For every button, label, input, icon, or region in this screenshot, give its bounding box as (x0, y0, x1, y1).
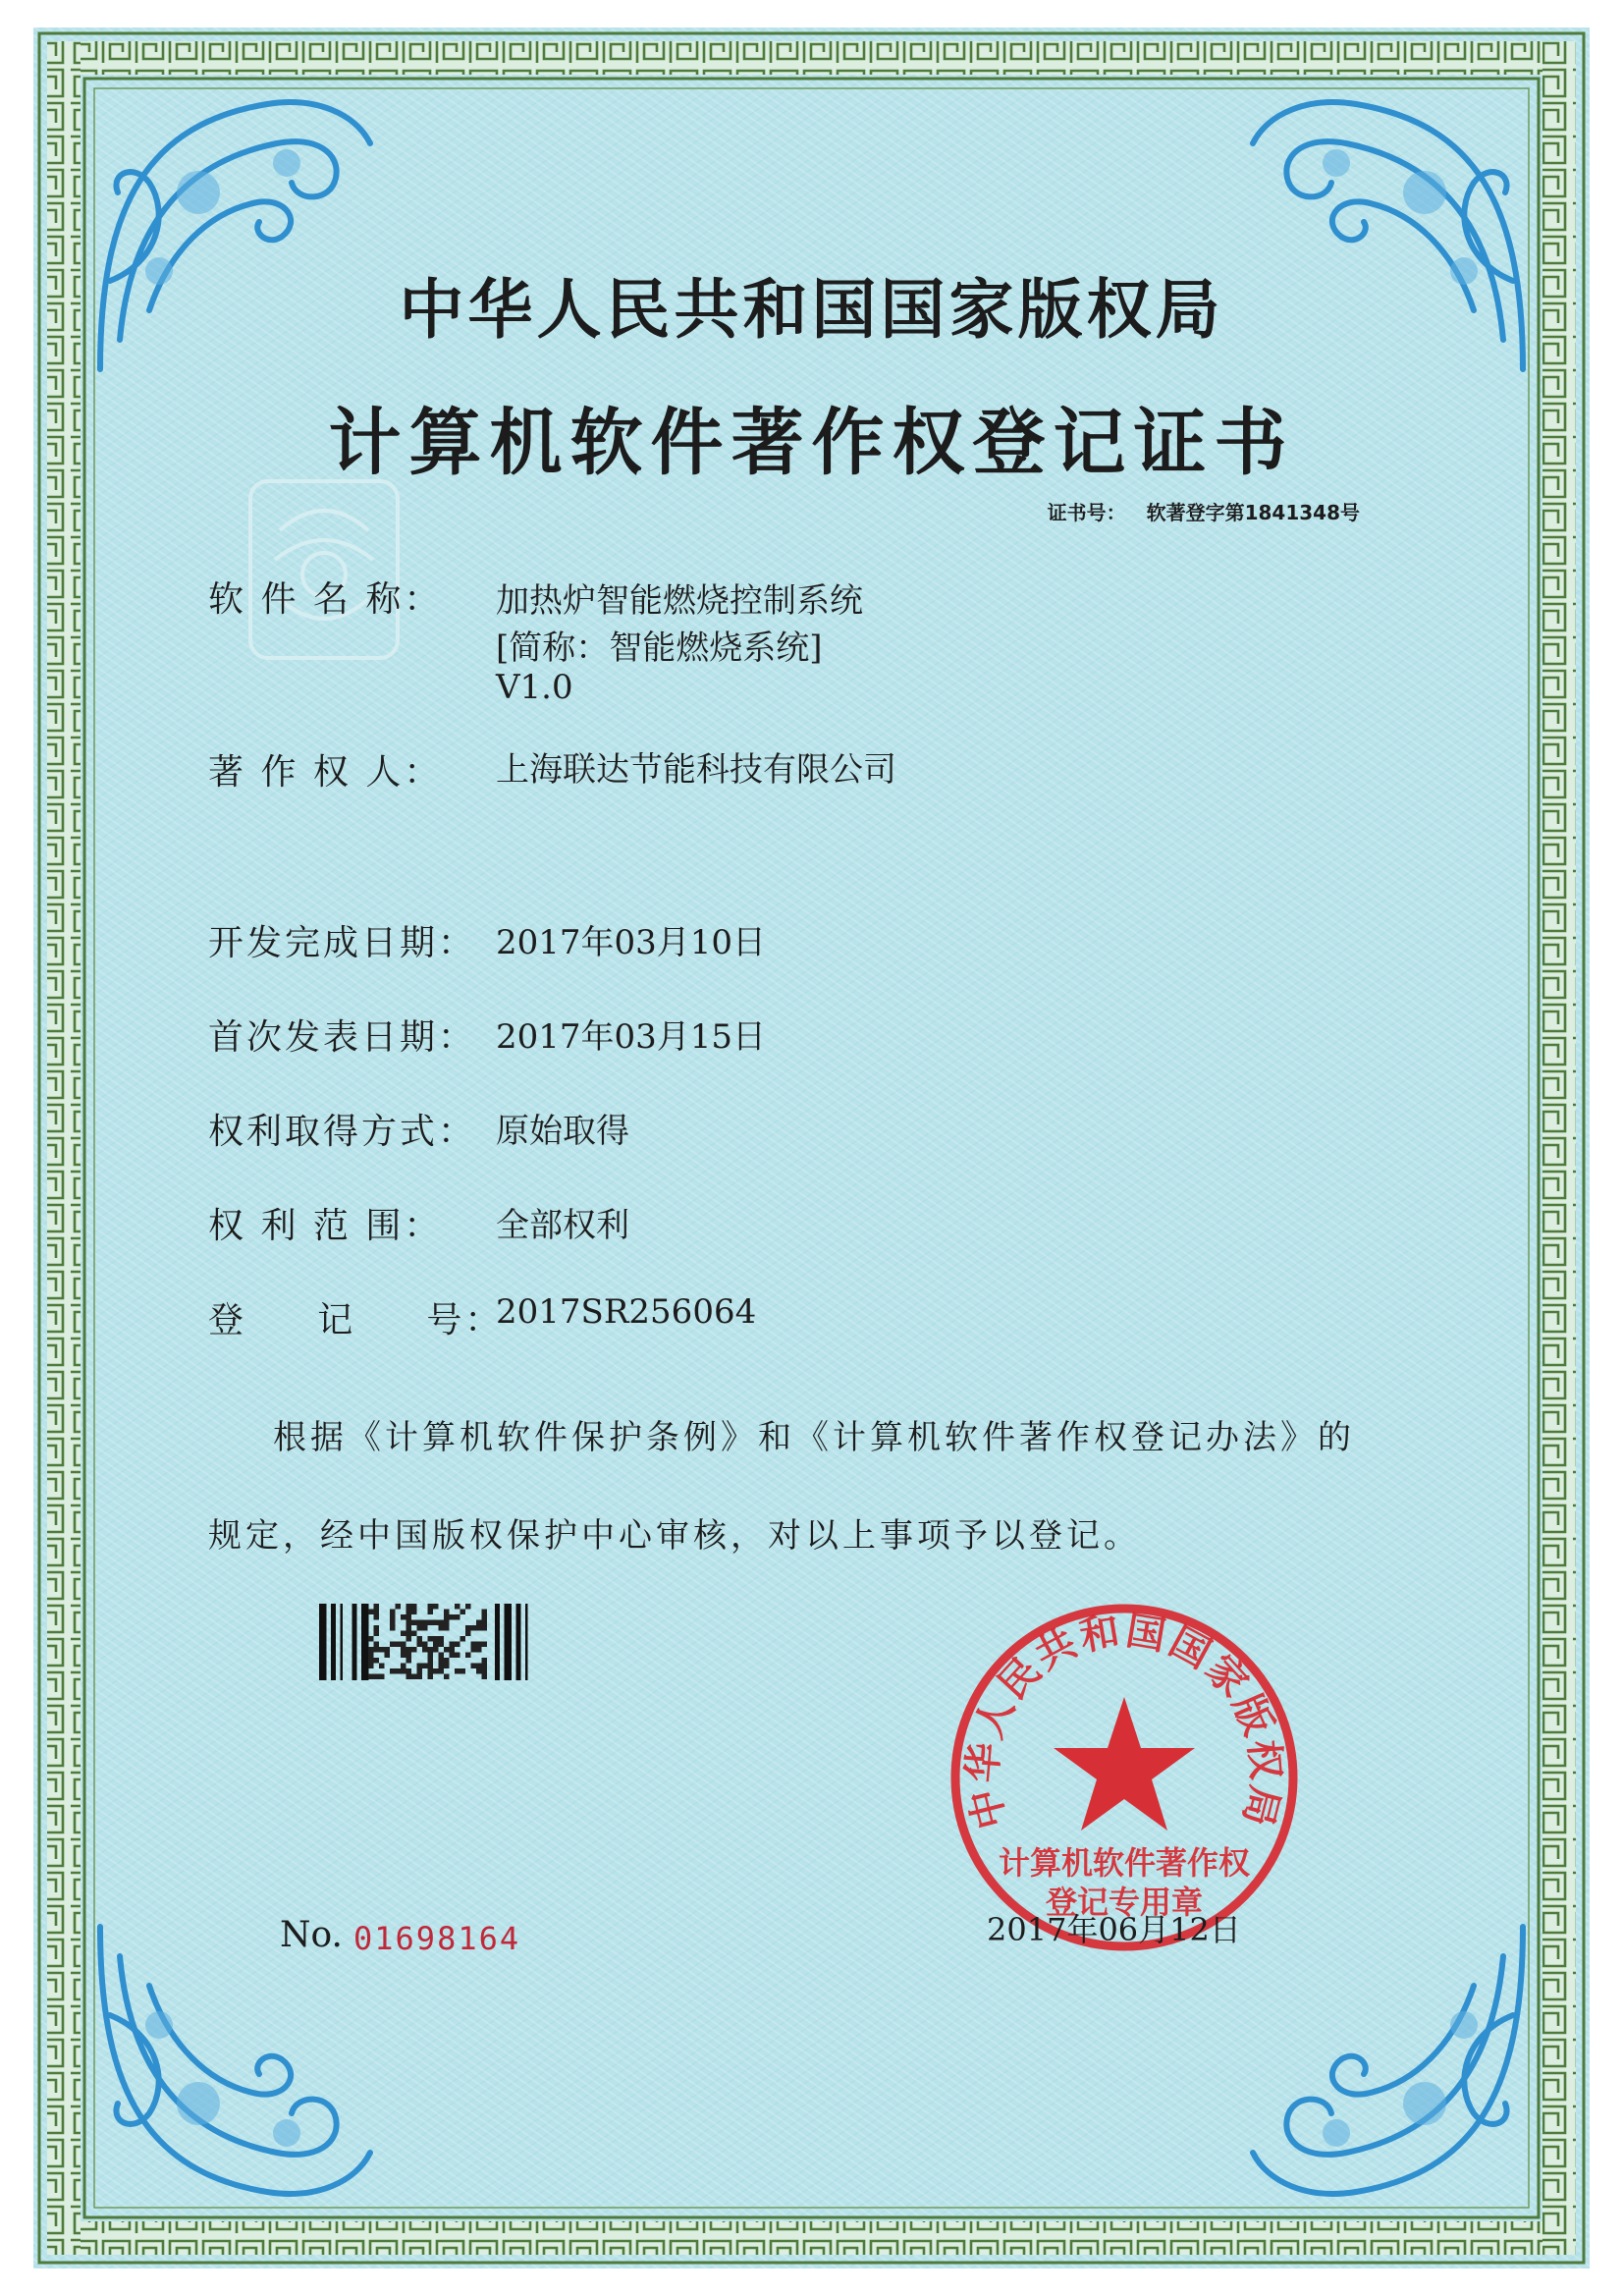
barcode-cell (374, 1614, 380, 1620)
barcode-cell (396, 1604, 402, 1610)
barcode-cell (417, 1674, 423, 1680)
barcode-cell (411, 1674, 417, 1680)
barcode-cell (439, 1620, 445, 1626)
barcode-cell (465, 1625, 471, 1631)
barcode-cell (401, 1664, 406, 1669)
barcode-cell (455, 1604, 460, 1610)
barcode-cell (417, 1620, 423, 1626)
barcode-cell (401, 1653, 406, 1659)
barcode-cell (444, 1647, 450, 1653)
barcode-cell (422, 1620, 428, 1626)
barcode-cell (428, 1674, 434, 1680)
barcode-cell (406, 1658, 412, 1664)
barcode-cell (374, 1674, 380, 1680)
barcode-cell (476, 1664, 482, 1669)
barcode-cell (368, 1664, 374, 1669)
barcode-cell (406, 1604, 412, 1610)
software-name-value: 加热炉智能燃烧控制系统 (496, 581, 863, 621)
barcode-cell (374, 1647, 380, 1653)
barcode-cell (374, 1642, 380, 1648)
barcode-cell (390, 1642, 396, 1648)
barcode-cell (428, 1658, 434, 1664)
barcode-cell (465, 1604, 471, 1610)
barcode-cell (368, 1674, 374, 1680)
barcode-bar (341, 1604, 344, 1680)
barcode-cell (390, 1620, 396, 1626)
barcode-bar (495, 1604, 500, 1680)
barcode-cell (422, 1647, 428, 1653)
barcode-cell (385, 1647, 391, 1653)
barcode-cell (368, 1610, 374, 1615)
statement-line-1: 根据《计算机软件保护条例》和《计算机软件著作权登记办法》的 (273, 1418, 1355, 1457)
barcode-cell (439, 1664, 445, 1669)
barcode-bar (525, 1604, 528, 1680)
barcode-bar (331, 1604, 336, 1680)
barcode-cell (374, 1604, 380, 1610)
barcode-cell (401, 1631, 406, 1637)
reg-number-value: 2017SR256064 (496, 1292, 757, 1332)
issue-date: 2017年06月12日 (987, 1911, 1241, 1948)
barcode-cell (411, 1631, 417, 1637)
barcode-cell (417, 1664, 423, 1669)
barcode-cell (476, 1647, 482, 1653)
barcode-cell (390, 1625, 396, 1631)
serial-number: 01698164 (353, 1920, 521, 1957)
barcode-cell (439, 1668, 445, 1674)
barcode-cell (406, 1674, 412, 1680)
barcode-cell (368, 1653, 374, 1659)
barcode-cell (433, 1647, 439, 1653)
barcode-cell (406, 1668, 412, 1674)
barcode-cell (422, 1625, 428, 1631)
barcode-cell (401, 1642, 406, 1648)
software-version: V1.0 (496, 668, 573, 707)
barcode-cell (482, 1668, 488, 1674)
barcode-cell (368, 1647, 374, 1653)
barcode-cell (406, 1620, 412, 1626)
acquire-method-label: 权利取得方式： (208, 1112, 477, 1152)
barcode-cell (406, 1636, 412, 1642)
rights-scope-value: 全部权利 (496, 1206, 629, 1245)
barcode-cell (482, 1610, 488, 1615)
barcode-cell (379, 1664, 385, 1669)
barcode-cell (444, 1674, 450, 1680)
barcode-cell (444, 1658, 450, 1664)
barcode-cell (417, 1625, 423, 1631)
barcode-cell (374, 1625, 380, 1631)
barcode-cell (444, 1625, 450, 1631)
barcode-cell (455, 1642, 460, 1648)
barcode-cell (482, 1625, 488, 1631)
barcode-cell (406, 1625, 412, 1631)
barcode-cell (411, 1620, 417, 1626)
barcode-cell (460, 1636, 466, 1642)
barcode-bar (516, 1604, 521, 1680)
barcode-cell (428, 1647, 434, 1653)
barcode-cell (428, 1636, 434, 1642)
barcode-cell (471, 1647, 477, 1653)
barcode-cell (433, 1642, 439, 1648)
barcode-cell (465, 1653, 471, 1659)
barcode-cell (406, 1647, 412, 1653)
barcode-cell (396, 1668, 402, 1674)
cert-number-value: 软著登字第1841348号 (1146, 501, 1360, 524)
barcode-cell (444, 1614, 450, 1620)
barcode-cell (482, 1674, 488, 1680)
barcode-cell (455, 1614, 460, 1620)
barcode-cell (401, 1647, 406, 1653)
barcode-cell (396, 1642, 402, 1648)
barcode-cell (460, 1610, 466, 1615)
barcode-cell (411, 1604, 417, 1610)
barcode-cell (401, 1614, 406, 1620)
barcode-cell (422, 1642, 428, 1648)
seal-star-icon (1054, 1697, 1195, 1831)
barcode-cell (428, 1668, 434, 1674)
barcode-cell (450, 1647, 456, 1653)
barcode-cell (471, 1664, 477, 1669)
barcode-cell (439, 1636, 445, 1642)
barcode-cell (460, 1668, 466, 1674)
owner-label: 著 作 权 人： (208, 752, 443, 793)
software-name-label: 软 件 名 称： (208, 579, 443, 620)
barcode-cell (428, 1610, 434, 1615)
barcode-cell (390, 1610, 396, 1615)
barcode-cell (450, 1614, 456, 1620)
seal-inner-line-2: 登记专用章 (1045, 1884, 1204, 1921)
publish-date-value: 2017年03月15日 (496, 1017, 767, 1057)
barcode-cell (439, 1658, 445, 1664)
publish-date-label: 首次发表日期： (208, 1017, 477, 1058)
barcode-cell (428, 1604, 434, 1610)
barcode-cell (439, 1642, 445, 1648)
barcode-cell (374, 1658, 380, 1664)
statement-line-2: 规定，经中国版权保护中心审核，对以上事项予以登记。 (208, 1516, 1141, 1556)
completion-date-value: 2017年03月10日 (496, 923, 767, 962)
barcode-cell (379, 1647, 385, 1653)
barcode-cell (390, 1668, 396, 1674)
barcode-cell (406, 1631, 412, 1637)
watermark-emblem (241, 471, 407, 668)
completion-date-label: 开发完成日期： (208, 923, 477, 963)
barcode-cell (444, 1620, 450, 1626)
certificate-title: 计算机软件著作权登记证书 (328, 401, 1295, 485)
barcode-cell (471, 1625, 477, 1631)
owner-value: 上海联达节能科技有限公司 (496, 750, 896, 790)
barcode-cell (444, 1664, 450, 1669)
barcode-cell (417, 1636, 423, 1642)
rights-scope-label: 权 利 范 围： (208, 1206, 443, 1246)
barcode-cell (379, 1674, 385, 1680)
certificate-number (1048, 497, 1360, 525)
barcode-cell (482, 1642, 488, 1648)
issuing-authority-title: 中华人民共和国国家版权局 (399, 272, 1224, 348)
barcode-cell (411, 1610, 417, 1615)
barcode-cell (482, 1620, 488, 1626)
barcode-bar (352, 1604, 357, 1680)
barcode-cell (428, 1653, 434, 1659)
barcode-cell (482, 1614, 488, 1620)
cert-number-label: 证书号： (1047, 501, 1126, 524)
barcode-cell (417, 1668, 423, 1674)
seal-outer-text: 中华人民共和国国家版权局 (959, 1608, 1289, 1833)
barcode-cell (482, 1658, 488, 1664)
barcode-cell (482, 1664, 488, 1669)
barcode-cell (368, 1636, 374, 1642)
barcode-cell (476, 1620, 482, 1626)
serial-label: No. (280, 1915, 343, 1955)
barcode-cell (374, 1631, 380, 1637)
barcode-cell (455, 1653, 460, 1659)
barcode-cell (476, 1668, 482, 1674)
barcode-cell (439, 1653, 445, 1659)
barcode-cell (465, 1631, 471, 1637)
barcode-cell (428, 1620, 434, 1626)
barcode-cell (476, 1642, 482, 1648)
barcode-bar (361, 1604, 369, 1680)
barcode (319, 1604, 547, 1680)
seal-inner-line-1: 计算机软件著作权 (998, 1844, 1251, 1882)
barcode-cell (433, 1668, 439, 1674)
barcode-cell (433, 1620, 439, 1626)
acquire-method-value: 原始取得 (496, 1112, 629, 1151)
barcode-cell (401, 1668, 406, 1674)
barcode-cell (471, 1642, 477, 1648)
barcode-cell (368, 1658, 374, 1664)
barcode-cell (411, 1647, 417, 1653)
barcode-cell (439, 1625, 445, 1631)
barcode-cell (385, 1653, 391, 1659)
barcode-cell (406, 1653, 412, 1659)
barcode-cell (433, 1636, 439, 1642)
barcode-cell (417, 1642, 423, 1648)
barcode-cell (406, 1610, 412, 1615)
corner-ornament-bottom-left (90, 1917, 385, 2212)
barcode-cell (422, 1664, 428, 1669)
barcode-cell (450, 1653, 456, 1659)
barcode-cell (374, 1610, 380, 1615)
reg-number-label: 登 记 号： (208, 1300, 504, 1340)
barcode-bar (505, 1604, 513, 1680)
barcode-cell (455, 1668, 460, 1674)
barcode-cell (476, 1625, 482, 1631)
barcode-cell (450, 1642, 456, 1648)
barcode-cell (433, 1604, 439, 1610)
barcode-cell (428, 1664, 434, 1669)
software-short-name: [简称：智能燃烧系统] (496, 629, 823, 668)
barcode-cell (444, 1610, 450, 1615)
barcode-cell (390, 1614, 396, 1620)
barcode-bar (319, 1604, 327, 1680)
barcode-cell (406, 1614, 412, 1620)
